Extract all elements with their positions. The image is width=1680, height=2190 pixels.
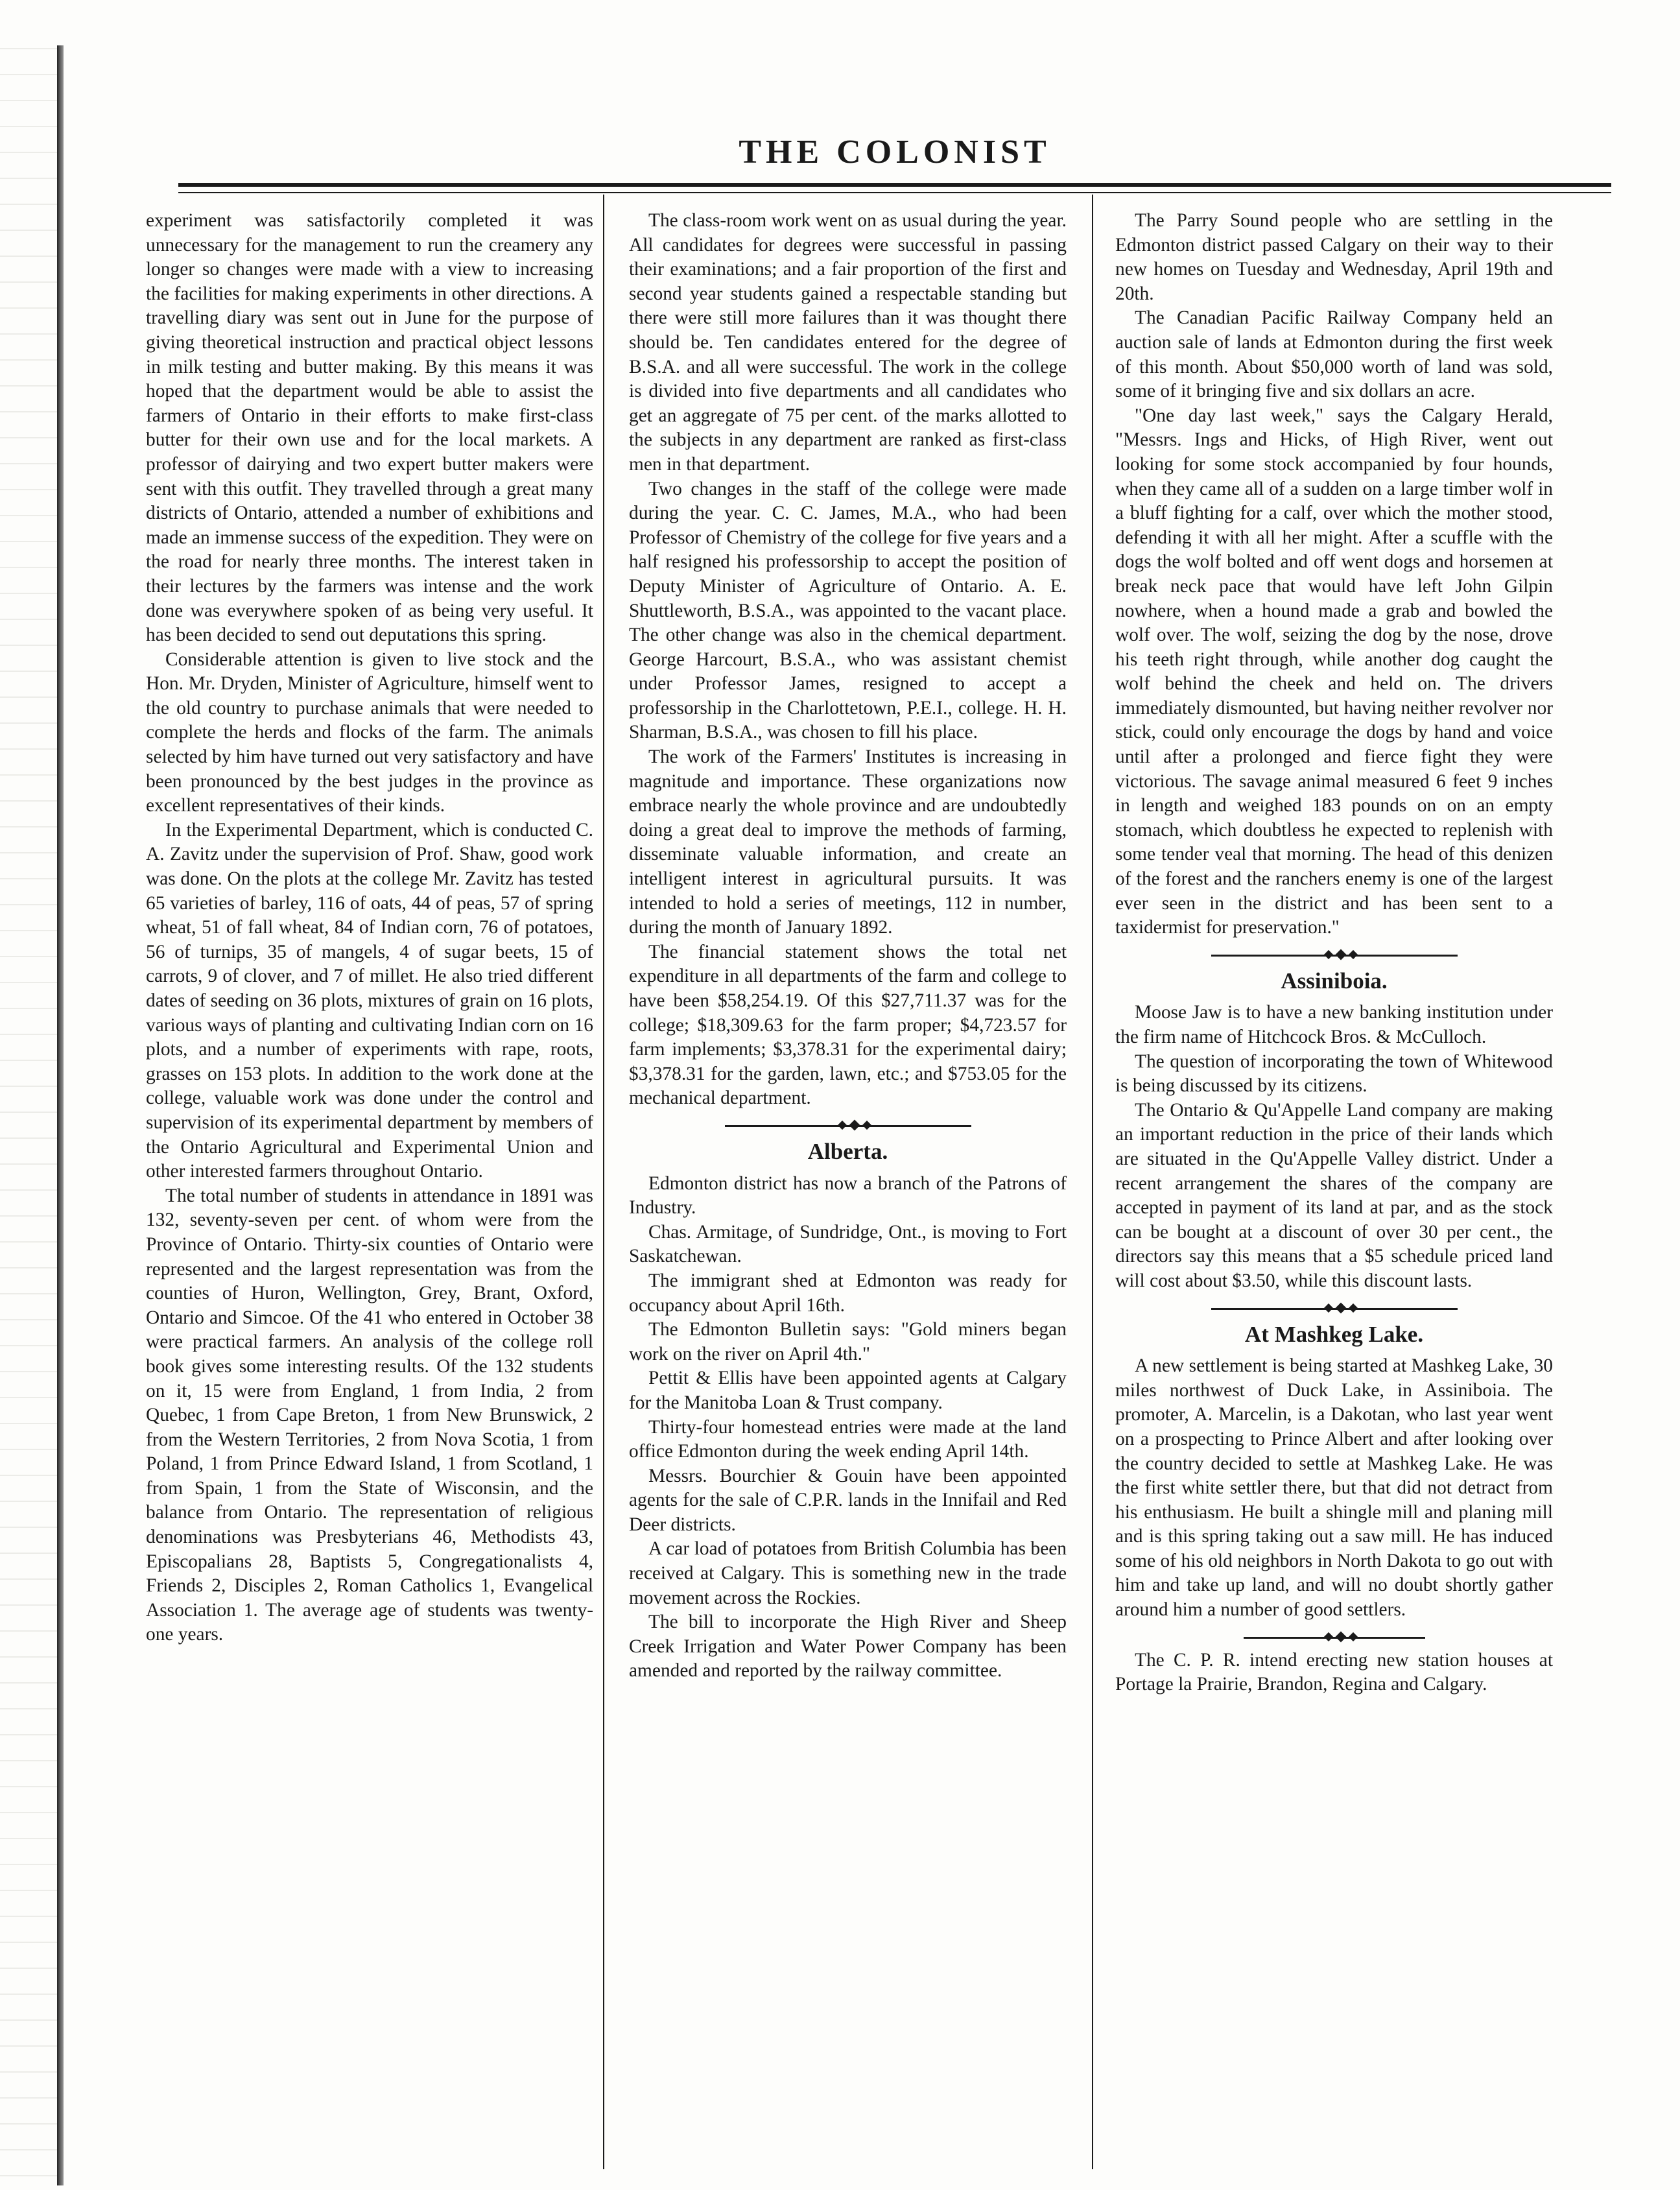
column-divider bbox=[603, 195, 604, 2169]
news-item: The Ontario & Qu'Appelle Land company are making an important reduction in the price of their lands which are situated in the Qu'Appelle Valley district. Under a recent arrangement the shares of the company are accepted in payment of its land at par, and as the stock can be bought at a discount of over 30 per cent., the directors say this means that a $5 schedule priced land will cost about $3.50, while this discount lasts. bbox=[1115, 1099, 1553, 1291]
news-item: The immigrant shed at Edmonton was ready for occupancy about April 16th. bbox=[629, 1270, 1067, 1316]
paragraph: Considerable attention is given to live stock and the Hon. Mr. Dryden, Minister of Agriculture, himself went to the old country to purchase animals that were needed to complete the herds and flocks of the farm. The animals selected by him have turned out very satisfactory and have been pronounced by the best judges in the province as excellent representatives of their kinds. bbox=[146, 649, 593, 816]
news-item: Edmonton district has now a branch of the Patrons of Industry. bbox=[629, 1172, 1067, 1219]
news-item: The Parry Sound people who are settling in the Edmonton district passed Calgary on their way to their new homes on Tuesday and Wednesday, April 19th and 20th. bbox=[1115, 210, 1553, 304]
paragraph: In the Experimental Department, which is conducted C. A. Zavitz under the supervision of Prof. Shaw, good work was done. On the plots at the college Mr. Zavitz has tested 65 varieties of barley, 116 of oats, 44 of peas, 57 of spring wheat, 51 of fall wheat, 84 of Indian corn, 76 of potatoes, 56 of turnips, 35 of mangels, 4 of sugar beets, 15 of carrots, 9 of clover, and 7 of millet. He also tried different dates of seeding on 36 plots, mixtures of grain on 16 plots, various ways of planting and cultivating Indian corn on 16 plots, and a number of experiments with rape, roots, grasses on 153 plots. In addition to the work done at the college, valuable work was done under the control and supervision of its experimental department by members of the Ontario Agricultural and Experimental Union and other interested farmers throughout Ontario. bbox=[146, 819, 593, 1182]
column-2 bbox=[629, 209, 1067, 1684]
section-divider bbox=[725, 1121, 971, 1130]
news-item: A new settlement is being started at Mashkeg Lake, 30 miles northwest of Duck Lake, in Assiniboia. The promoter, A. Marcelin, is a Dakotan, who last year went on a prospecting to Prince Albert and after looking over the country decided to settle at Mashkeg Lake. He was the first white settler there, but that did not detract from his enthusiasm. He built a shingle mill and planing mill and is this spring taking out a saw mill. He has induced some of his old neighbors in North Dakota to go out with him and take up land, and will no doubt shortly gather around him a number of good settlers. bbox=[1115, 1355, 1553, 1621]
section-heading-mashkeg-lake: At Mashkeg Lake. bbox=[1244, 1321, 1424, 1347]
paragraph: The financial statement shows the total net expenditure in all departments of the farm and college to have been $58,254.19. Of this $27,711.37 was for the college; $18,309.63 for the farm proper; $4,723.57 for farm implements; $3,378.31 for the experimental dairy; $3,378.31 for the garden, lawn, etc.; and $753.05 for the mechanical department. bbox=[629, 941, 1067, 1109]
section-heading-alberta: Alberta. bbox=[807, 1138, 888, 1164]
column-divider bbox=[1092, 195, 1093, 2169]
header-rule-thin bbox=[178, 192, 1611, 193]
news-item: Moose Jaw is to have a new banking institution under the firm name of Hitchcock Bros. & McCulloch. bbox=[1115, 1002, 1553, 1047]
news-item: The bill to incorporate the High River and Sheep Creek Irrigation and Water Power Company has been amended and reported by the railway committee. bbox=[629, 1612, 1067, 1682]
section-divider bbox=[1244, 1633, 1425, 1642]
paragraph: The total number of students in attendance in 1891 was 132, seventy-seven per cent. of whom were from the Province of Ontario. Thirty-six counties of Ontario were represented and the largest representation was from the counties of Huron, Wellington, Grey, Brant, Oxford, Ontario and Simcoe. Of the 41 who entered in October 38 were practical farmers. An analysis of the college roll book gives some interesting results. Of the 132 students on it, 15 were from England, 1 from India, 2 from Quebec, 1 from Cape Breton, 1 from New Brunswick, 2 from the Western Territories, 2 from Nova Scotia, 1 from Poland, 1 from Prince Edward Island, 1 from Scotland, 1 from Spain, 1 from the State of Wisconsin, and the balance from Ontario. The representation of religious denominations was Presbyterians 46, Methodists 43, Episcopalians 28, Baptists 5, Congregationalists 4, Friends 2, Disciples 2, Roman Catholics 1, Evangelical Association 1. The average age of students was twenty-one years. bbox=[146, 1185, 593, 1645]
column-3 bbox=[1115, 209, 1553, 1697]
news-item: The Canadian Pacific Railway Company held an auction sale of lands at Edmonton during the first week of this month. About $50,000 worth of land was sold, some of it bringing five and six dollars an acre. bbox=[1115, 307, 1553, 402]
section-divider bbox=[1211, 1304, 1458, 1313]
header-rule-thick bbox=[178, 183, 1611, 187]
news-item: Thirty-four homestead entries were made at the land office Edmonton during the week ending April 14th. bbox=[629, 1416, 1067, 1462]
news-item: Chas. Armitage, of Sundridge, Ont., is moving to Fort Saskatchewan. bbox=[629, 1221, 1067, 1267]
running-head: THE COLONIST bbox=[739, 134, 1051, 171]
paragraph: The work of the Farmers' Institutes is increasing in magnitude and importance. These organizations now embrace nearly the whole province and are undoubtedly doing a great deal to improve the methods of farming, disseminate valuable information, and create an intelligent interest in agricultural pursuits. It was intended to hold a series of meetings, 112 in number, during the month of January 1892. bbox=[629, 746, 1067, 938]
section-heading-assiniboia: Assiniboia. bbox=[1281, 968, 1388, 994]
section-divider bbox=[1211, 951, 1458, 960]
news-item: The C. P. R. intend erecting new station houses at Portage la Prairie, Brandon, Regina and Calgary. bbox=[1115, 1649, 1553, 1695]
paragraph: Two changes in the staff of the college were made during the year. C. C. James, M.A., who had been Professor of Chemistry of the college for five years and a half resigned his professorship to accept the position of Deputy Minister of Agriculture of Ontario. A. E. Shuttleworth, B.S.A., was appointed to the vacant place. The other change was also in the chemical department. George Harcourt, B.S.A., who was assistant chemist under Professor James, resigned to accept a professorship in the Charlottetown, P.E.I., college. H. H. Sharman, B.S.A., was chosen to fill his place. bbox=[629, 478, 1067, 743]
news-item: Messrs. Bourchier & Gouin have been appointed agents for the sale of C.P.R. lands in the Innifail and Red Deer districts. bbox=[629, 1465, 1067, 1535]
paragraph: experiment was satisfactorily completed it was unnecessary for the management to run the creamery any longer so changes were made with a view to increasing the facilities for making experiments in other directions. A travelling diary was sent out in June for the purpose of giving theoretical instruction and practical object lessons in milk testing and butter making. By this means it was hoped that the department would be able to assist the farmers of Ontario in their efforts to make first-class butter for their own use and for the local markets. A professor of dairying and two expert butter makers were sent with this outfit. They travelled through a great many districts of Ontario, attended a number of exhibitions and made an immense success of the expedition. They were on the road for nearly three months. The interest taken in their lectures by the farmers was intense and the work done was everywhere spoken of as being very useful. It has been decided to send out deputations this spring. bbox=[146, 210, 593, 646]
news-item: Pettit & Ellis have been appointed agents at Calgary for the Manitoba Loan & Trust company. bbox=[629, 1368, 1067, 1413]
news-item: The Edmonton Bulletin says: "Gold miners began work on the river on April 4th." bbox=[629, 1319, 1067, 1364]
paragraph: The class-room work went on as usual during the year. All candidates for degrees were successful in passing their examinations; and a fair proportion of the first and second year students gained a respectable standing but there were still more failures than it was thought there should be. Ten candidates entered for the degree of B.S.A. and all were successful. The work in the college is divided into five departments and all candidates who get an aggregate of 75 per cent. of the marks allotted to the subjects in any department are ranked as first-class men in that department. bbox=[629, 210, 1067, 475]
news-item: A car load of potatoes from British Columbia has been received at Calgary. This is something new in the trade movement across the Rockies. bbox=[629, 1538, 1067, 1608]
news-item: The question of incorporating the town of Whitewood is being discussed by its citizens. bbox=[1115, 1051, 1553, 1097]
binding-edge-texture bbox=[0, 39, 57, 2185]
column-1 bbox=[146, 209, 593, 1647]
news-item: "One day last week," says the Calgary Herald, "Messrs. Ings and Hicks, of High River, went out looking for some stock accompanied by four hounds, when they came all of a sudden on a large timber wolf in a bluff fighting for a calf, over which the mother stood, defending it with all her might. After a scuffle with the dogs the wolf bolted and off went dogs and horsemen at break neck pace that would have left John Gilpin nowhere, when a hound made a grab and bowled the wolf over. The wolf, seizing the dog by the nose, drove his teeth right through, while another dog caught the wolf behind the cheek and held on. The drivers immediately dismounted, but having neither revolver nor stick, could only encourage the dogs by hand and voice until after a prolonged and fierce fight they were victorious. The savage animal measured 6 feet 9 inches in length and weighed 183 pounds on on an empty stomach, which doubtless he expected to replenish with some tender veal that morning. The head of this denizen of the forest and the ranchers enemy is one of the largest ever seen in the district and has been sent to a taxidermist for preservation." bbox=[1115, 405, 1553, 938]
binding-edge bbox=[57, 45, 64, 2185]
